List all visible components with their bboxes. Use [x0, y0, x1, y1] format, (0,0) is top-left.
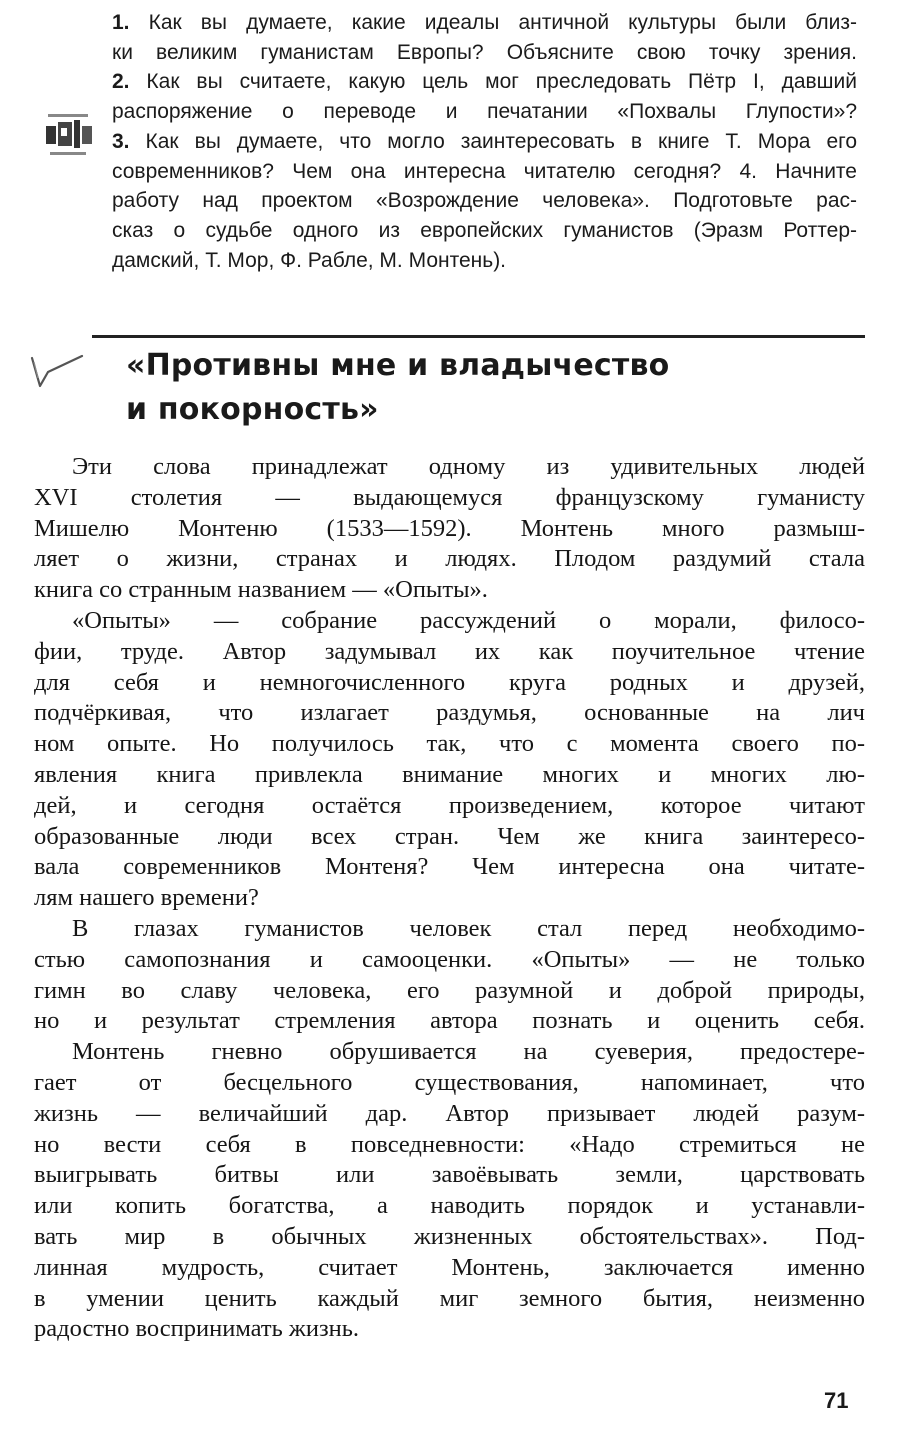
text-line: линная мудрость, считает Монтень, заключается именно: [34, 1253, 865, 1281]
question-line: сказ о судьбе одного из европейских гуманистов (Эразм Роттер-: [112, 218, 857, 242]
text-line: подчёркивая, что излагает раздумья, основанные на лич: [34, 699, 865, 727]
text-line: выигрывать битвы или завоёвывать земли, царствовать: [34, 1161, 865, 1189]
page-number: 71: [824, 1388, 849, 1413]
text-line: явления книга привлекла внимание многих и многих лю-: [34, 760, 865, 788]
question-line: распоряжение о переводе и печатании «Похвалы Глупости»?: [112, 100, 857, 124]
text-line: фии, труде. Автор задумывал их как поучительное чтение: [34, 637, 865, 665]
section-divider: [92, 335, 865, 338]
question-line: 2. Как вы считаете, какую цель мог преследовать Пётр I, давший: [112, 70, 857, 94]
question-line: дамский, Т. Мор, Ф. Рабле, М. Монтень).: [112, 248, 507, 272]
text-line: Мишелю Монтеню (1533—1592). Монтень много размыш-: [34, 514, 865, 542]
text-line: или копить богатства, а наводить порядок и устанавли-: [34, 1192, 865, 1220]
text-line: «Опыты» — собрание рассуждений о морали, филосо-: [72, 606, 865, 634]
text-line: XVI столетия — выдающемуся французскому гуманисту: [34, 483, 865, 511]
text-line: жизнь — величайший дар. Автор призывает людей разум-: [34, 1099, 865, 1127]
text-line: вать мир в обычных жизненных обстоятельствах». Под-: [34, 1222, 865, 1250]
questions-marker-icon: [44, 112, 98, 158]
text-line: Монтень гневно обрушивается на суеверия, предостере-: [72, 1038, 865, 1066]
text-line: В глазах гуманистов человек стал перед необходимо-: [72, 914, 865, 942]
text-line: Эти слова принадлежат одному из удивительных людей: [72, 453, 865, 480]
question-line: современников? Чем она интересна читателю сегодня? 4. Начните: [112, 159, 857, 183]
question-line: работу над проектом «Возрождение человека». Подготовьте рас-: [112, 189, 857, 213]
text-line: радостно воспринимать жизнь.: [34, 1315, 360, 1343]
question-line: 1. Как вы думаете, какие идеалы античной культуры были близ-: [112, 11, 857, 34]
question-line: 3. Как вы думаете, что могло заинтересовать в книге Т. Мора его: [112, 129, 857, 153]
checkmark-icon: [28, 352, 86, 392]
text-line: но вести себя в повседневности: «Надо стремиться не: [34, 1130, 865, 1158]
section-title: «Противны мне и владычество и покорность»: [126, 348, 670, 427]
question-line: ки великим гуманистам Европы? Объясните свою точку зрения.: [112, 40, 857, 64]
text-line: стью самопознания и самооценки. «Опыты» — не только: [34, 945, 865, 973]
text-line: для себя и немногочисленного круга родных и друзей,: [34, 668, 865, 696]
text-line: в умении ценить каждый миг земного бытия, неизменно: [34, 1284, 865, 1312]
questions-block: [112, 8, 857, 275]
body-text: [34, 452, 865, 1345]
text-line: лям нашего времени?: [34, 884, 259, 912]
text-line: образованные люди всех стран. Чем же книга заинтересо-: [34, 822, 865, 850]
text-line: ляет о жизни, странах и людях. Плодом раздумий стала: [34, 545, 865, 573]
text-line: дей, и сегодня остаётся произведением, которое читают: [34, 791, 865, 819]
text-line: ном опыте. Но получилось так, что с момента своего по-: [34, 730, 865, 758]
text-line: книга со странным названием — «Опыты».: [34, 576, 488, 604]
text-line: вала современников Монтеня? Чем интересна она читате-: [34, 853, 865, 881]
text-line: но и результат стремления автора познать и оценить себя.: [34, 1007, 865, 1035]
text-line: гимн во славу человека, его разумной и доброй природы,: [34, 976, 865, 1004]
text-line: гает от бесцельного существования, напоминает, что: [34, 1068, 865, 1096]
